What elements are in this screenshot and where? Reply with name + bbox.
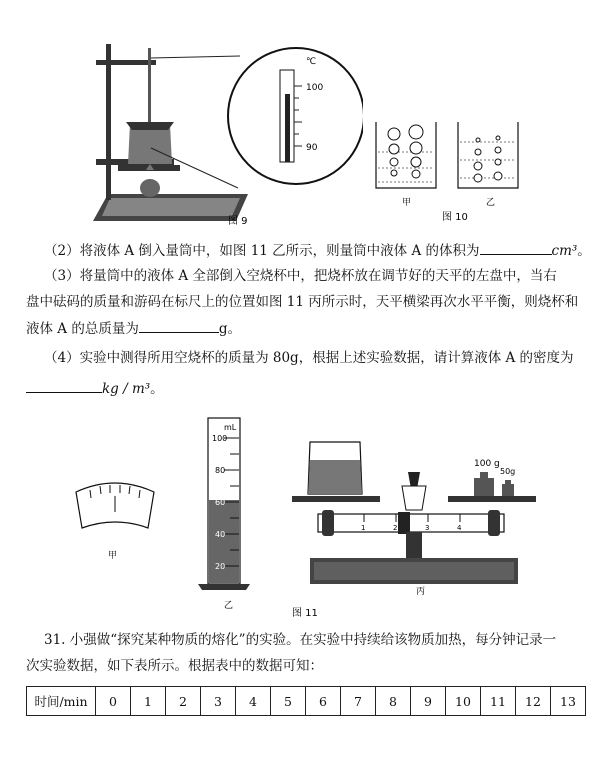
question-31-line-2: 次实验数据，如下表所示。根据表中的数据可知： bbox=[26, 658, 323, 674]
cylinder-tick-20: 20 bbox=[215, 562, 226, 571]
question-2-text: （2）将液体 A 倒入量筒中，如图 11 乙所示，则量筒中液体 A 的体积为 bbox=[44, 243, 480, 259]
question-3-line-2: 盘中砝码的质量和游码在标尺上的位置如图 11 丙所示时，天平横梁再次水平平衡，则烧杯和 bbox=[26, 294, 579, 310]
table-cell: 7 bbox=[341, 687, 376, 716]
table-cell: 6 bbox=[306, 687, 341, 716]
table-row bbox=[27, 687, 586, 716]
table-cell: 11 bbox=[481, 687, 516, 716]
scale-tick-1: 1 bbox=[361, 524, 366, 532]
cylinder-unit: mL bbox=[224, 423, 237, 432]
question-3-line-1: （3）将量筒中的液体 A 全部倒入空烧杯中，把烧杯放在调节好的天平的左盘中，当右 bbox=[44, 268, 557, 284]
scale-tick-2: 2 bbox=[393, 524, 398, 532]
table-cell: 9 bbox=[411, 687, 446, 716]
data-table bbox=[26, 686, 586, 716]
table-cell: 12 bbox=[516, 687, 551, 716]
table-cell: 3 bbox=[201, 687, 236, 716]
table-cell: 0 bbox=[96, 687, 131, 716]
question-3-unit: g。 bbox=[218, 321, 241, 337]
table-header-time: 时间/min bbox=[27, 687, 96, 716]
figure-10-label-left: 甲 bbox=[402, 198, 412, 208]
figure-11-label-a: 甲 bbox=[108, 551, 118, 561]
scale-tick-4: 4 bbox=[457, 524, 462, 532]
table-cell: 1 bbox=[131, 687, 166, 716]
question-4-end: 。 bbox=[150, 381, 164, 397]
figure-11 bbox=[70, 410, 540, 622]
weight-label-50g: 50g bbox=[500, 467, 516, 476]
figure-11-label-c: 丙 bbox=[416, 587, 426, 597]
cylinder-tick-100: 100 bbox=[212, 434, 228, 443]
cylinder-tick-40: 40 bbox=[215, 530, 226, 539]
table-cell: 5 bbox=[271, 687, 306, 716]
table-cell: 13 bbox=[551, 687, 586, 716]
answer-blank-volume[interactable] bbox=[480, 240, 552, 255]
question-4-unit: kg / m³ bbox=[102, 381, 151, 397]
question-2-end: 。 bbox=[577, 243, 591, 259]
cylinder-tick-60: 60 bbox=[215, 498, 226, 507]
table-cell: 4 bbox=[236, 687, 271, 716]
answer-blank-mass[interactable] bbox=[139, 318, 219, 333]
question-4-line-2 bbox=[26, 378, 164, 399]
figure-11-label-b: 乙 bbox=[224, 601, 234, 611]
figure-11-caption: 图 11 bbox=[292, 608, 318, 619]
scale-tick-3: 3 bbox=[425, 524, 430, 532]
question-2-unit: cm³ bbox=[551, 243, 578, 259]
thermometer-unit: ℃ bbox=[306, 57, 317, 67]
question-3-line-3 bbox=[26, 318, 241, 339]
table-cell: 2 bbox=[166, 687, 201, 716]
question-31-line-1: 31. 小强做“探究某种物质的熔化”的实验。在实验中持续给该物质加热，每分钟记录一 bbox=[44, 632, 557, 648]
table-cell: 10 bbox=[446, 687, 481, 716]
figure-9 bbox=[88, 38, 363, 228]
weight-label-100g: 100 g bbox=[474, 459, 500, 469]
question-3-text: 液体 A 的总质量为 bbox=[26, 321, 139, 337]
cylinder-tick-80: 80 bbox=[215, 466, 226, 475]
figure-10 bbox=[372, 112, 532, 224]
figure-9-caption: 图 9 bbox=[228, 216, 248, 227]
thermometer-label-low: 90 bbox=[306, 143, 318, 153]
table-cell: 8 bbox=[376, 687, 411, 716]
question-2 bbox=[44, 240, 591, 261]
thermometer-label-high: 100 bbox=[306, 83, 324, 93]
figure-10-caption: 图 10 bbox=[442, 212, 468, 223]
figure-10-label-right: 乙 bbox=[486, 198, 496, 208]
question-4-line-1: （4）实验中测得所用空烧杯的质量为 80g，根据上述实验数据，请计算液体 A 的密度为 bbox=[44, 350, 574, 366]
answer-blank-density[interactable] bbox=[26, 378, 102, 393]
